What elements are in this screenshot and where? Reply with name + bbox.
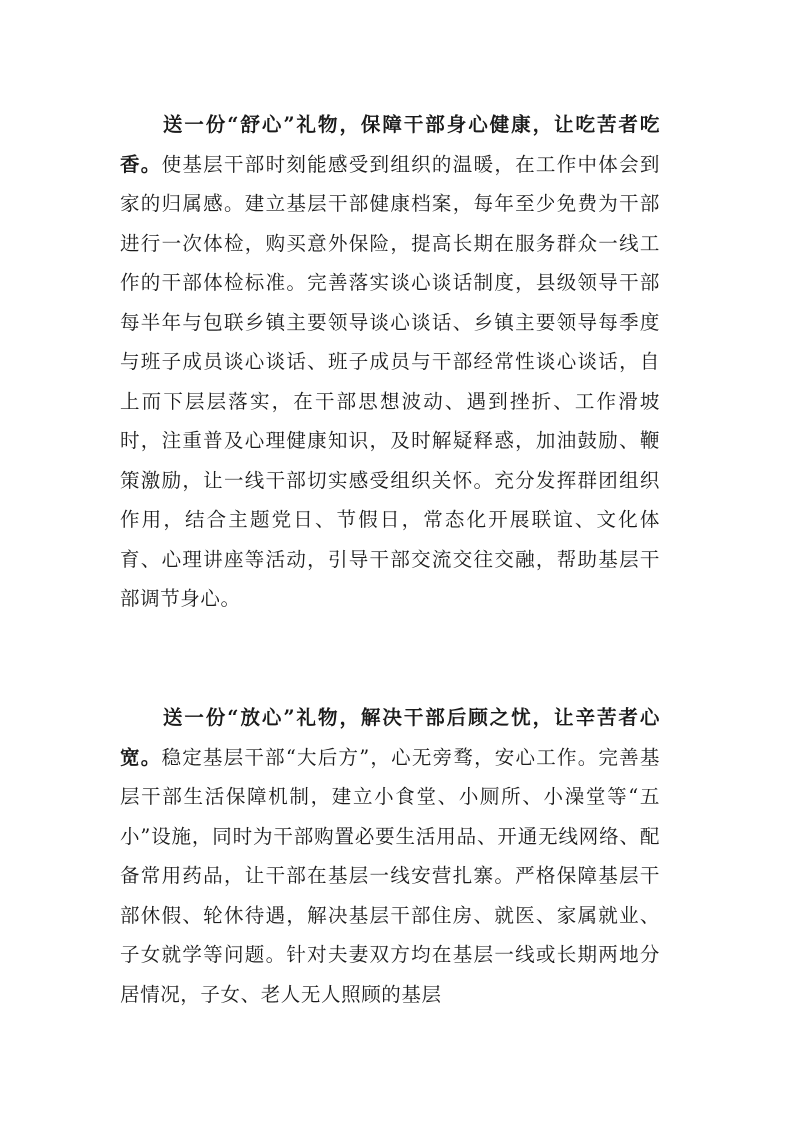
paragraph-lead: 送一份“舒心”礼物，保障干部身心健康，让吃苦者吃香。	[120, 113, 660, 176]
paragraph-body: 稳定基层干部“大后方”，心无旁骛，安心工作。完善基层干部生活保障机制，建立小食堂、小厕所、小澡堂等“五小”设施，同时为干部购置必要生活用品、开通无线网络、配备常用药品，让干部在基层一线安营扎寨。严格保障基层干部休假、轮休待遇，解决基层干部住房、就医、家属就业、子女就学等问题。针对夫妻双方均在基层一线或长期两地分居情况，子女、老人无人照顾的基层	[120, 745, 660, 1006]
paragraph-lead: 送一份“放心”礼物，解决干部后顾之忧，让辛苦者心宽。	[120, 706, 660, 769]
paragraph-body: 使基层干部时刻能感受到组织的温暖，在工作中体会到家的归属感。建立基层干部健康档案，每年至少免费为干部进行一次体检，购买意外保险，提高长期在服务群众一线工作的干部体检标准。完善落实谈心谈话制度，县级领导干部每半年与包联乡镇主要领导谈心谈话、乡镇主要领导每季度与班子成员谈心谈话、班子成员与干部经常性谈心谈话，自上而下层层落实，在干部思想波动、遇到挫折、工作滑坡时，注重普及心理健康知识，及时解疑释惑，加油鼓励、鞭策激励，让一线干部切实感受组织关怀。充分发挥群团组织作用，结合主题党日、节假日，常态化开展联谊、文化体育、心理讲座等活动，引导干部交流交往交融，帮助基层干部调节身心。	[120, 152, 660, 610]
paragraph-fangxin-gift	[120, 698, 660, 1014]
paragraph-shuxin-gift	[120, 105, 660, 619]
